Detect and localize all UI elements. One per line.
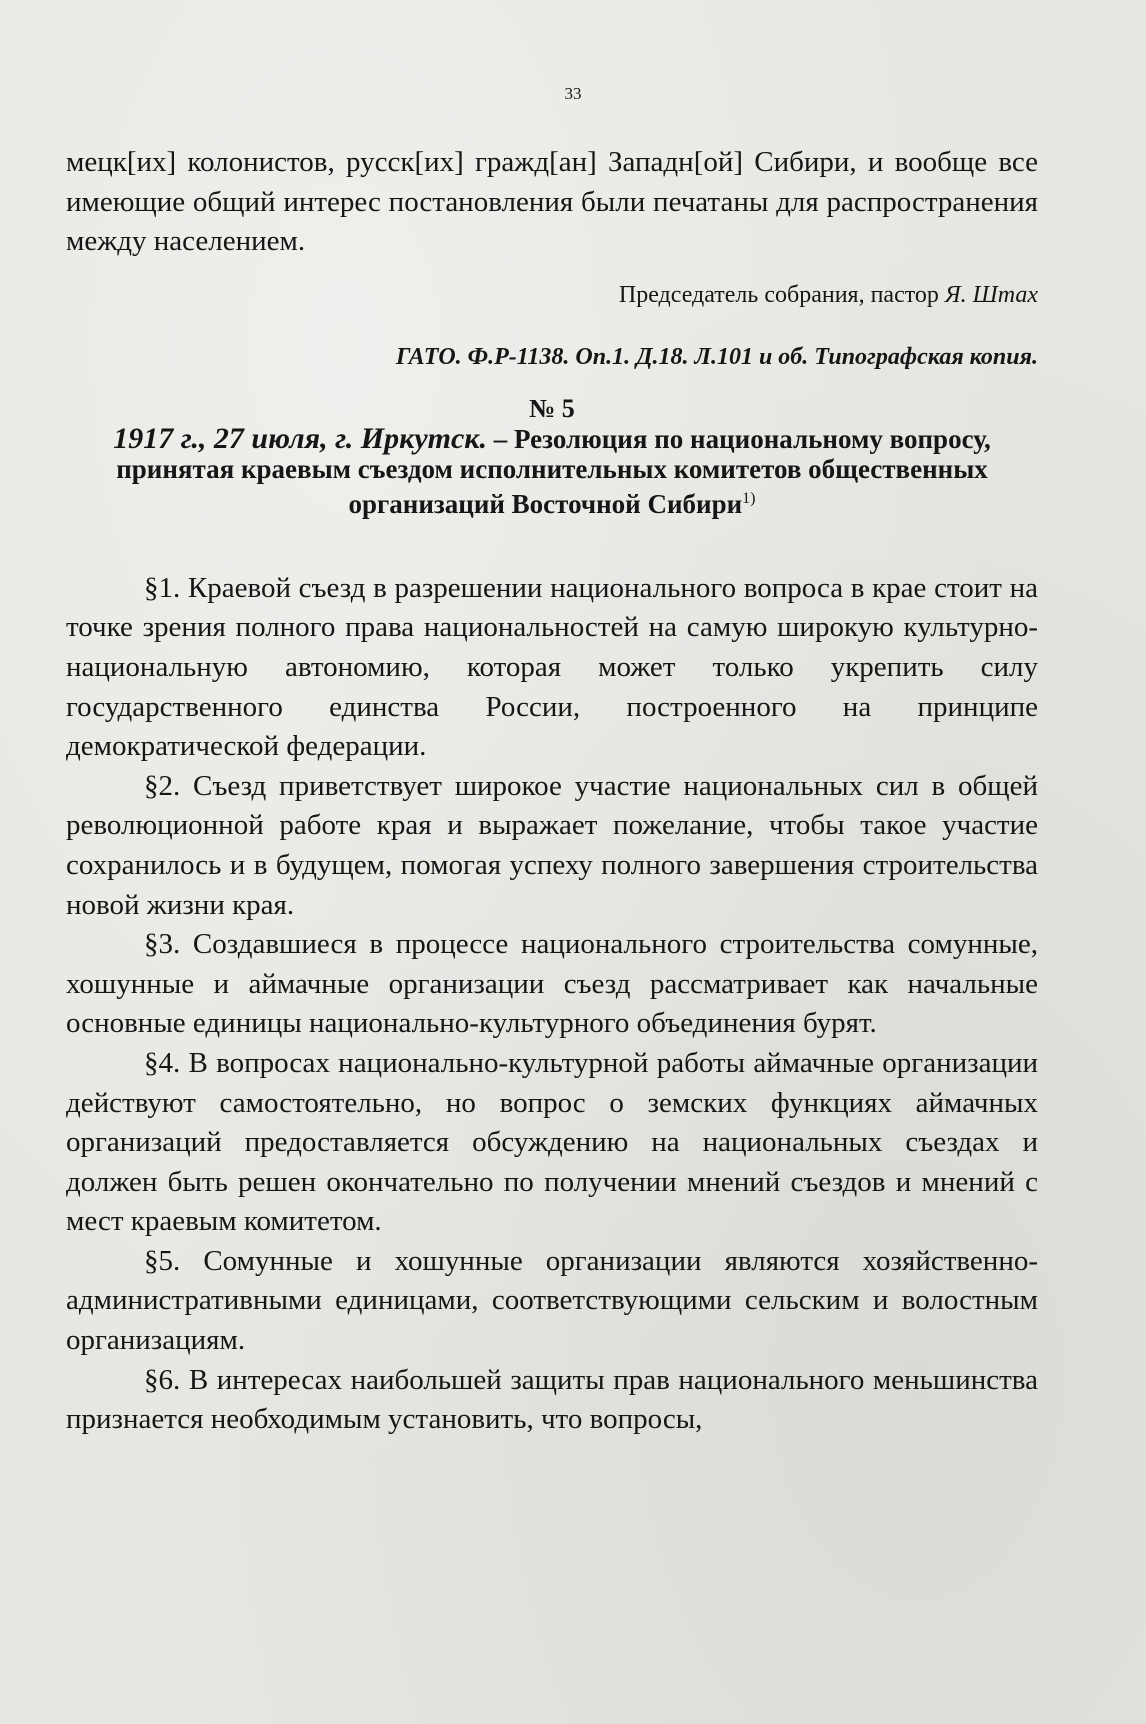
footnote-mark: 1): [742, 489, 756, 507]
section-paragraph: §3. Создавшиеся в процессе национального строительства сомунные, хошунные и аймачные организации съезд рассматривает как начальные основные единицы национально-культурного объединения бурят.: [66, 928, 1038, 1040]
section-paragraph: §6. В интересах наибольшей защиты прав национального меньшинства признается необходимым установить, что вопросы,: [66, 1363, 1038, 1436]
page-number: 33: [564, 84, 582, 103]
document-date-place: 1917 г., 27 июля, г. Иркутск.: [113, 421, 488, 455]
section-paragraph: §4. В вопросах национально-культурной работы аймачные организации действуют самостоятельно, но вопрос о земских функциях аймачных организаций предоставляется обсуждению на национальных съездах и должен быть решен окончательно по получении мнений съездов и мнений с мест краевым комитетом.: [66, 1046, 1038, 1238]
document-title-text: – Резолюция по национальному вопросу, принятая краевым съездом исполнительных комитетов общественных организаций Восточной Сибири: [116, 423, 991, 519]
continuation-paragraph: мецк[их] колонистов, русск[их] гражд[ан] Западн[ой] Сибири, и вообще все имеющие общий интерес постановления были печатаны для распространения между населением.: [66, 146, 1038, 258]
section-paragraph: §1. Краевой съезд в разрешении национального вопроса в крае стоит на точке зрения полного права национальностей на самую широкую культурно-национальную автономию, которая может только укрепить силу государственного единства России, построенного на принципе демократической федерации.: [66, 571, 1038, 763]
document-title: [78, 421, 1026, 519]
archive-reference: ГАТО. Ф.Р-1138. Оп.1. Д.18. Л.101 и об. Типографская копия.: [395, 343, 1038, 370]
resolution-sections: [66, 569, 1038, 1440]
section-paragraph: §2. Съезд приветствует широкое участие национальных сил в общей революционной работе края и выражает пожелание, чтобы такое участие сохранилось и в будущем, помогая успеху полного завершения строительства новой жизни края.: [66, 769, 1038, 921]
signature-name: Я. Штах: [944, 281, 1038, 308]
document-number: № 5: [529, 393, 575, 423]
signature-line: [66, 280, 1038, 310]
signature-role: Председатель собрания, пастор: [618, 281, 939, 308]
section-paragraph: §5. Сомунные и хошунные организации являются хозяйственно-административными единицами, соответствующими сельским и волостным организациям.: [66, 1244, 1038, 1357]
page-content: [66, 143, 1038, 1440]
